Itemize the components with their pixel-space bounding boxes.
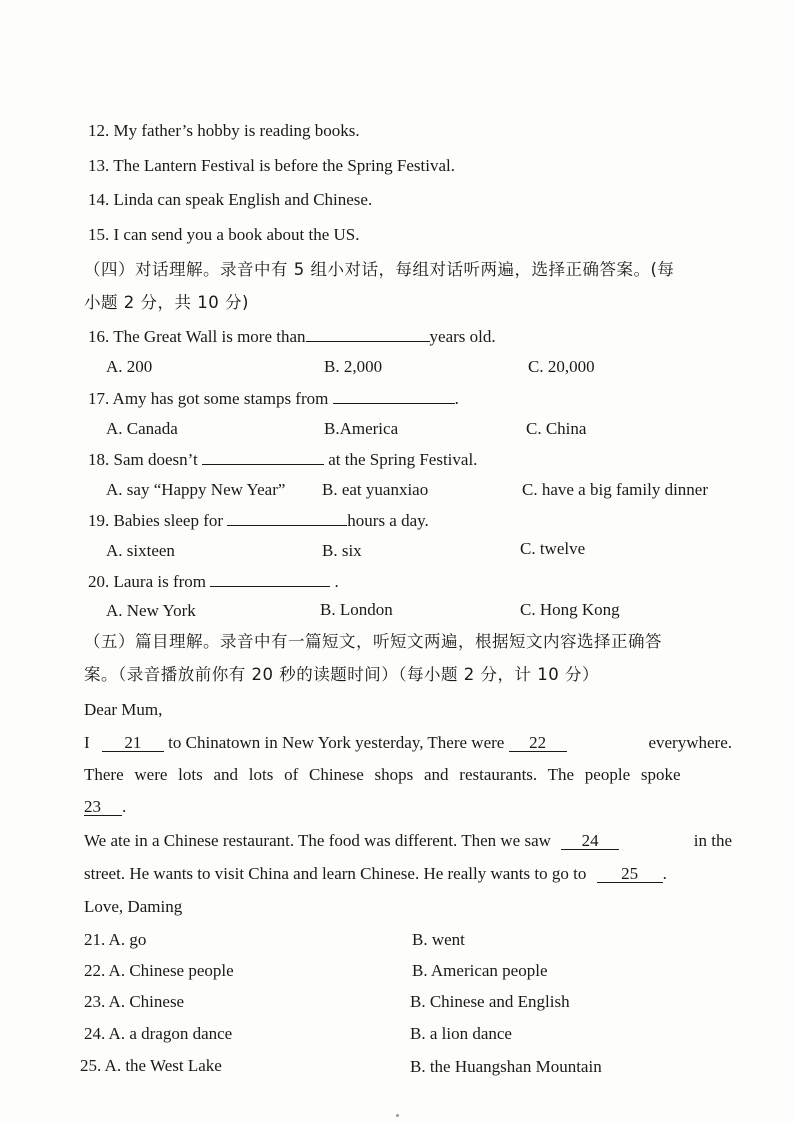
question-16-tail: years old. bbox=[429, 327, 496, 346]
answer-blank-19[interactable] bbox=[227, 509, 347, 526]
letter-line-1 bbox=[84, 732, 732, 754]
statement-14: 14. Linda can speak English and Chinese. bbox=[88, 190, 373, 209]
option-22-b: B. American people bbox=[412, 961, 548, 980]
letter-line-5: street. He wants to visit China and learn Chinese. He really wants to go to 25 . bbox=[84, 864, 667, 883]
question-16 bbox=[88, 325, 496, 348]
option-16-a: A. 200 bbox=[106, 357, 153, 376]
section5-heading-line1: （五）篇目理解。录音中有一篇短文，听短文两遍，根据短文内容选择正确答 bbox=[84, 632, 662, 651]
question-19-text: 19. Babies sleep for bbox=[88, 511, 224, 530]
question-20-tail: . bbox=[334, 572, 339, 591]
letter-blank-22: 22 bbox=[509, 735, 567, 752]
letter-line-4-text: We ate in a Chinese restaurant. The food was different. Then we saw bbox=[84, 831, 551, 850]
option-18-c: C. have a big family dinner bbox=[522, 480, 709, 499]
option-16-b: B. 2,000 bbox=[324, 357, 383, 376]
question-20 bbox=[88, 570, 339, 593]
statement-13: 13. The Lantern Festival is before the Spring Festival. bbox=[88, 156, 456, 175]
question-17 bbox=[88, 387, 459, 410]
section4-heading-line1: （四）对话理解。录音中有 5 组小对话，每组对话听两遍，选择正确答案。(每 bbox=[84, 260, 675, 279]
statement-12: 12. My father’s hobby is reading books. bbox=[88, 121, 360, 140]
question-18-text: 18. Sam doesn’t bbox=[88, 450, 198, 469]
option-22-a: 22. A. Chinese people bbox=[84, 961, 234, 980]
option-24-a: 24. A. a dragon dance bbox=[84, 1024, 233, 1043]
letter-blank-25: 25 bbox=[597, 866, 663, 883]
question-18-tail: at the Spring Festival. bbox=[328, 450, 478, 469]
letter-blank-24: 24 bbox=[561, 833, 619, 850]
letter-closing: Love, Daming bbox=[84, 897, 183, 916]
letter-blank-21: 21 bbox=[102, 735, 164, 752]
option-20-a: A. New York bbox=[106, 601, 196, 620]
option-24-b: B. a lion dance bbox=[410, 1024, 512, 1043]
letter-line-4 bbox=[84, 830, 732, 852]
letter-line-1-mid: to Chinatown in New York yesterday, There were bbox=[168, 733, 505, 752]
letter-line-3: 23 . bbox=[84, 797, 127, 816]
option-21-a: 21. A. go bbox=[84, 930, 147, 949]
section5-heading-line2: 案。（录音播放前你有 20 秒的读题时间）（每小题 2 分，计 10 分） bbox=[84, 665, 599, 684]
option-21-b: B. went bbox=[412, 930, 465, 949]
option-17-b: B.America bbox=[324, 419, 399, 438]
option-23-a: 23. A. Chinese bbox=[84, 992, 185, 1011]
option-18-a: A. say “Happy New Year” bbox=[106, 480, 286, 499]
option-19-a: A. sixteen bbox=[106, 541, 175, 560]
option-16-c: C. 20,000 bbox=[528, 357, 595, 376]
question-19-tail: hours a day. bbox=[347, 511, 429, 530]
answer-blank-18[interactable] bbox=[202, 448, 324, 465]
answer-blank-16[interactable] bbox=[306, 325, 430, 342]
option-19-c: C. twelve bbox=[520, 539, 586, 558]
section4-heading-line2: 小题 2 分，共 10 分) bbox=[84, 293, 249, 312]
option-25-a: 25. A. the West Lake bbox=[80, 1056, 222, 1075]
option-20-b: B. London bbox=[320, 600, 393, 619]
letter-blank-23: 23 bbox=[84, 799, 122, 816]
question-18 bbox=[88, 448, 477, 471]
letter-line-2: There were lots and lots of Chinese shops and restaurants. The people spoke bbox=[84, 765, 681, 784]
letter-line-1-start: I bbox=[84, 733, 90, 752]
option-18-b: B. eat yuanxiao bbox=[322, 480, 429, 499]
page-speck bbox=[396, 1114, 399, 1117]
question-20-text: 20. Laura is from bbox=[88, 572, 207, 591]
question-17-text: 17. Amy has got some stamps from bbox=[88, 389, 329, 408]
option-19-b: B. six bbox=[322, 541, 362, 560]
option-23-b: B. Chinese and English bbox=[410, 992, 570, 1011]
option-17-c: C. China bbox=[526, 419, 587, 438]
answer-blank-17[interactable] bbox=[333, 387, 455, 404]
question-16-text: 16. The Great Wall is more than bbox=[88, 327, 306, 346]
letter-greeting: Dear Mum, bbox=[84, 700, 163, 719]
option-25-b: B. the Huangshan Mountain bbox=[410, 1057, 602, 1076]
question-19 bbox=[88, 509, 429, 532]
letter-line-5-text: street. He wants to visit China and learn Chinese. He really wants to go to bbox=[84, 864, 587, 883]
letter-line-1-end: everywhere. bbox=[648, 733, 732, 752]
option-17-a: A. Canada bbox=[106, 419, 178, 438]
question-17-tail: . bbox=[454, 389, 459, 408]
answer-blank-20[interactable] bbox=[210, 570, 330, 587]
option-20-c: C. Hong Kong bbox=[520, 600, 620, 619]
letter-line-4-end: in the bbox=[693, 831, 732, 850]
statement-15: 15. I can send you a book about the US. bbox=[88, 225, 360, 244]
